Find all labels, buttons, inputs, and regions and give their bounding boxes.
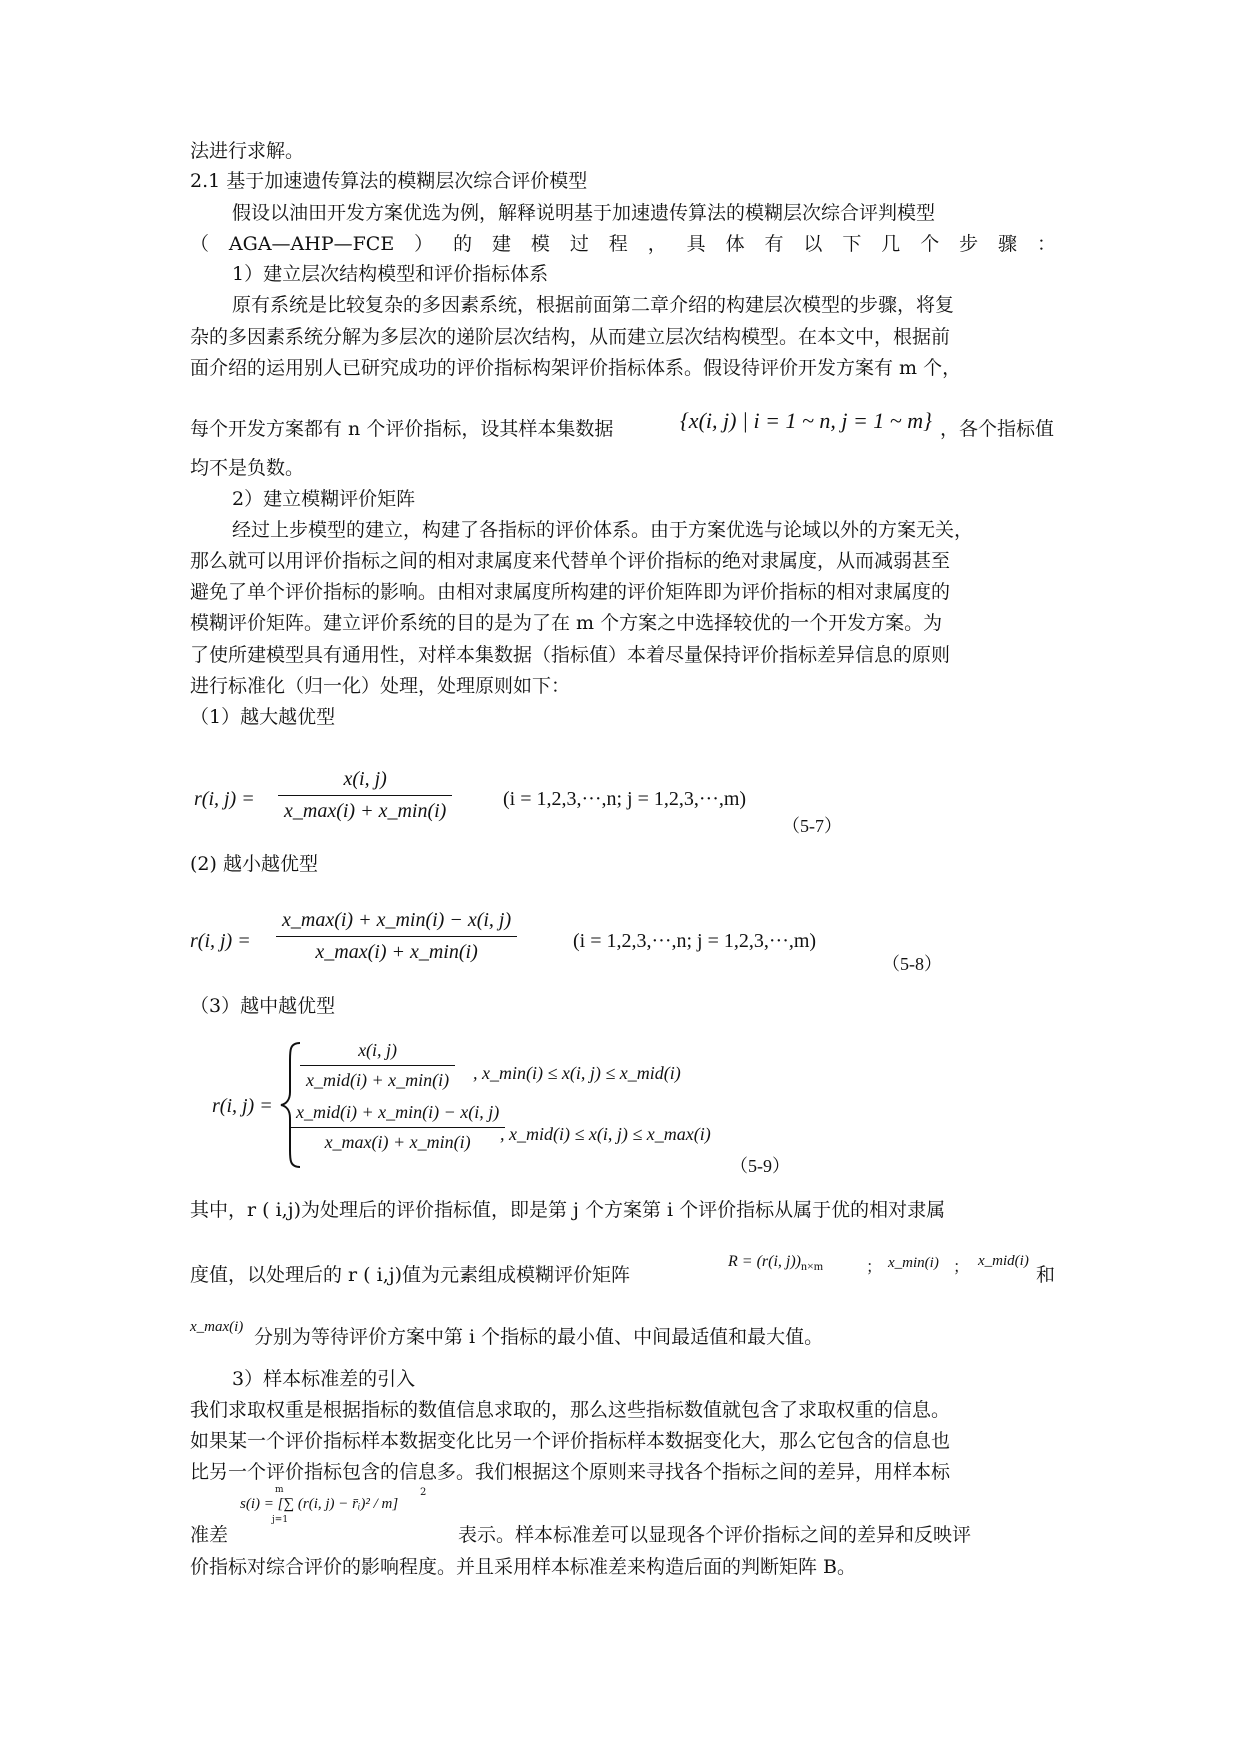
text-line: 那么就可以用评价指标之间的相对隶属度来代替单个评价指标的绝对隶属度，从而减弱甚至: [190, 550, 951, 572]
eq59-case2-fraction: [290, 1102, 505, 1153]
eq57-numerator: x(i, j): [343, 768, 387, 790]
eq59-lhs: r(i, j) =: [212, 1095, 273, 1117]
text-line: 进行标准化（归一化）处理，处理原则如下：: [190, 675, 571, 697]
text-line: 分别为等待评价方案中第 i 个指标的最小值、中间最适值和最大值。: [254, 1326, 824, 1348]
sum-lower-limit: j=1: [272, 1515, 289, 1525]
fuzzy-matrix-subscript: n×m: [801, 1259, 824, 1273]
eq57-lhs: r(i, j) =: [194, 788, 255, 810]
fuzzy-matrix-formula: [728, 1254, 823, 1272]
xmid-symbol: x_mid(i): [978, 1253, 1029, 1269]
text-line: 法进行求解。: [190, 140, 305, 162]
text-line: 模糊评价矩阵。建立评价系统的目的是为了在 m 个方案之中选择较优的一个开发方案。为: [190, 612, 943, 634]
case-heading: (2) 越小越优型: [190, 853, 318, 875]
text-line: 表示。样本标准差可以显现各个评价指标之间的差异和反映评: [458, 1524, 972, 1546]
sum-upper-limit: m: [275, 1485, 284, 1495]
text-line: 和: [1036, 1264, 1056, 1286]
eq59-number: （5-9）: [730, 1156, 790, 1176]
text-line: 面介绍的运用别人已研究成功的评价指标构架评价指标体系。假设待评价开发方案有 m 个，: [190, 357, 962, 379]
fuzzy-matrix-expr: R = (r(i, j)): [728, 1253, 801, 1270]
eq59-numerator-1: x(i, j): [358, 1040, 398, 1060]
text-line: 比另一个评价指标包含的信息多。我们根据这个原则来寻找各个指标之间的差异，用样本标: [190, 1461, 951, 1483]
separator: ；: [866, 1257, 883, 1276]
text-line: 每个开发方案都有 n 个评价指标，设其样本集数据: [190, 418, 614, 440]
step-heading: 3）样本标准差的引入: [232, 1368, 416, 1390]
text-line: 经过上步模型的建立，构建了各指标的评价体系。由于方案优选与论域以外的方案无关，: [232, 519, 974, 541]
eq59-denominator-1: x_mid(i) + x_min(i): [300, 1065, 455, 1091]
eq58-denominator: x_max(i) + x_min(i): [276, 936, 517, 964]
text-line: 价指标对综合评价的影响程度。并且采用样本标准差来构造后面的判断矩阵 B。: [190, 1556, 857, 1578]
eq58-number: （5-8）: [882, 954, 942, 974]
text-line: 我们求取权重是根据指标的数值信息求取的，那么这些指标数值就包含了求取权重的信息。: [190, 1399, 951, 1421]
separator: ；: [953, 1257, 970, 1276]
text-line: 度值，以处理后的 r ( i,j)值为元素组成模糊评价矩阵: [190, 1264, 631, 1286]
eq57-number: （5-7）: [782, 816, 842, 836]
case-heading: （1）越大越优型: [190, 706, 336, 728]
text-line: 假设以油田开发方案优选为例，解释说明基于加速遗传算法的模糊层次综合评判模型: [232, 202, 936, 224]
eq59-denominator-2: x_max(i) + x_min(i): [290, 1127, 505, 1153]
eq59-case2-condition: , x_mid(i) ≤ x(i, j) ≤ x_max(i): [500, 1124, 711, 1144]
eq58-lhs: r(i, j) =: [190, 930, 251, 952]
text-line: ，各个指标值: [940, 418, 1055, 440]
text-line: 避免了单个评价指标的影响。由相对隶属度所构建的评价矩阵即为评价指标的相对隶属度的: [190, 581, 951, 603]
case-heading: （3）越中越优型: [190, 995, 336, 1017]
step-heading: 2）建立模糊评价矩阵: [232, 488, 416, 510]
text-line: 杂的多因素系统分解为多层次的递阶层次结构，从而建立层次结构模型。在本文中，根据前: [190, 326, 951, 348]
eq58-condition: (i = 1,2,3,···,n; j = 1,2,3,···,m): [573, 930, 817, 952]
text-line: 原有系统是比较复杂的多因素系统，根据前面第二章介绍的构建层次模型的步骤，将复: [232, 294, 955, 316]
xmin-symbol: x_min(i): [888, 1255, 939, 1271]
eq58-fraction: [276, 909, 517, 964]
eq57-denominator: x_max(i) + x_min(i): [278, 795, 452, 823]
sample-set-formula: {x(i, j) | i = 1 ~ n, j = 1 ~ m}: [680, 408, 932, 433]
eq57-fraction: [278, 768, 452, 823]
text-line: 其中，r ( i,j)为处理后的评价指标值，即是第 j 个方案第 i 个评价指标从属于优的相对隶属: [190, 1199, 946, 1221]
text-line: （AGA—AHP—FCE）的建模过程，具体有以下几个步骤：: [190, 233, 1056, 255]
eq59-case1-condition: , x_min(i) ≤ x(i, j) ≤ x_mid(i): [473, 1063, 681, 1083]
text-line: 准差: [190, 1524, 229, 1546]
std-dev-formula: s(i) = [∑ (r(i, j) − r̄ᵢ)² / m]: [240, 1496, 399, 1512]
section-heading: 2.1 基于加速遗传算法的模糊层次综合评价模型: [190, 170, 588, 192]
eq59-numerator-2: x_mid(i) + x_min(i) − x(i, j): [296, 1102, 500, 1122]
eq58-numerator: x_max(i) + x_min(i) − x(i, j): [282, 909, 512, 931]
text-line: 均不是负数。: [190, 457, 305, 479]
std-dev-exponent: 2: [420, 1487, 427, 1498]
eq57-condition: (i = 1,2,3,···,n; j = 1,2,3,···,m): [503, 788, 747, 810]
eq59-case1-fraction: [300, 1040, 455, 1091]
text-line: 了使所建模型具有通用性，对样本集数据（指标值）本着尽量保持评价指标差异信息的原则: [190, 644, 951, 666]
step-heading: 1）建立层次结构模型和评价指标体系: [232, 263, 549, 285]
text-line: 如果某一个评价指标样本数据变化比另一个评价指标样本数据变化大，那么它包含的信息也: [190, 1430, 951, 1452]
xmax-symbol: x_max(i): [190, 1319, 244, 1335]
